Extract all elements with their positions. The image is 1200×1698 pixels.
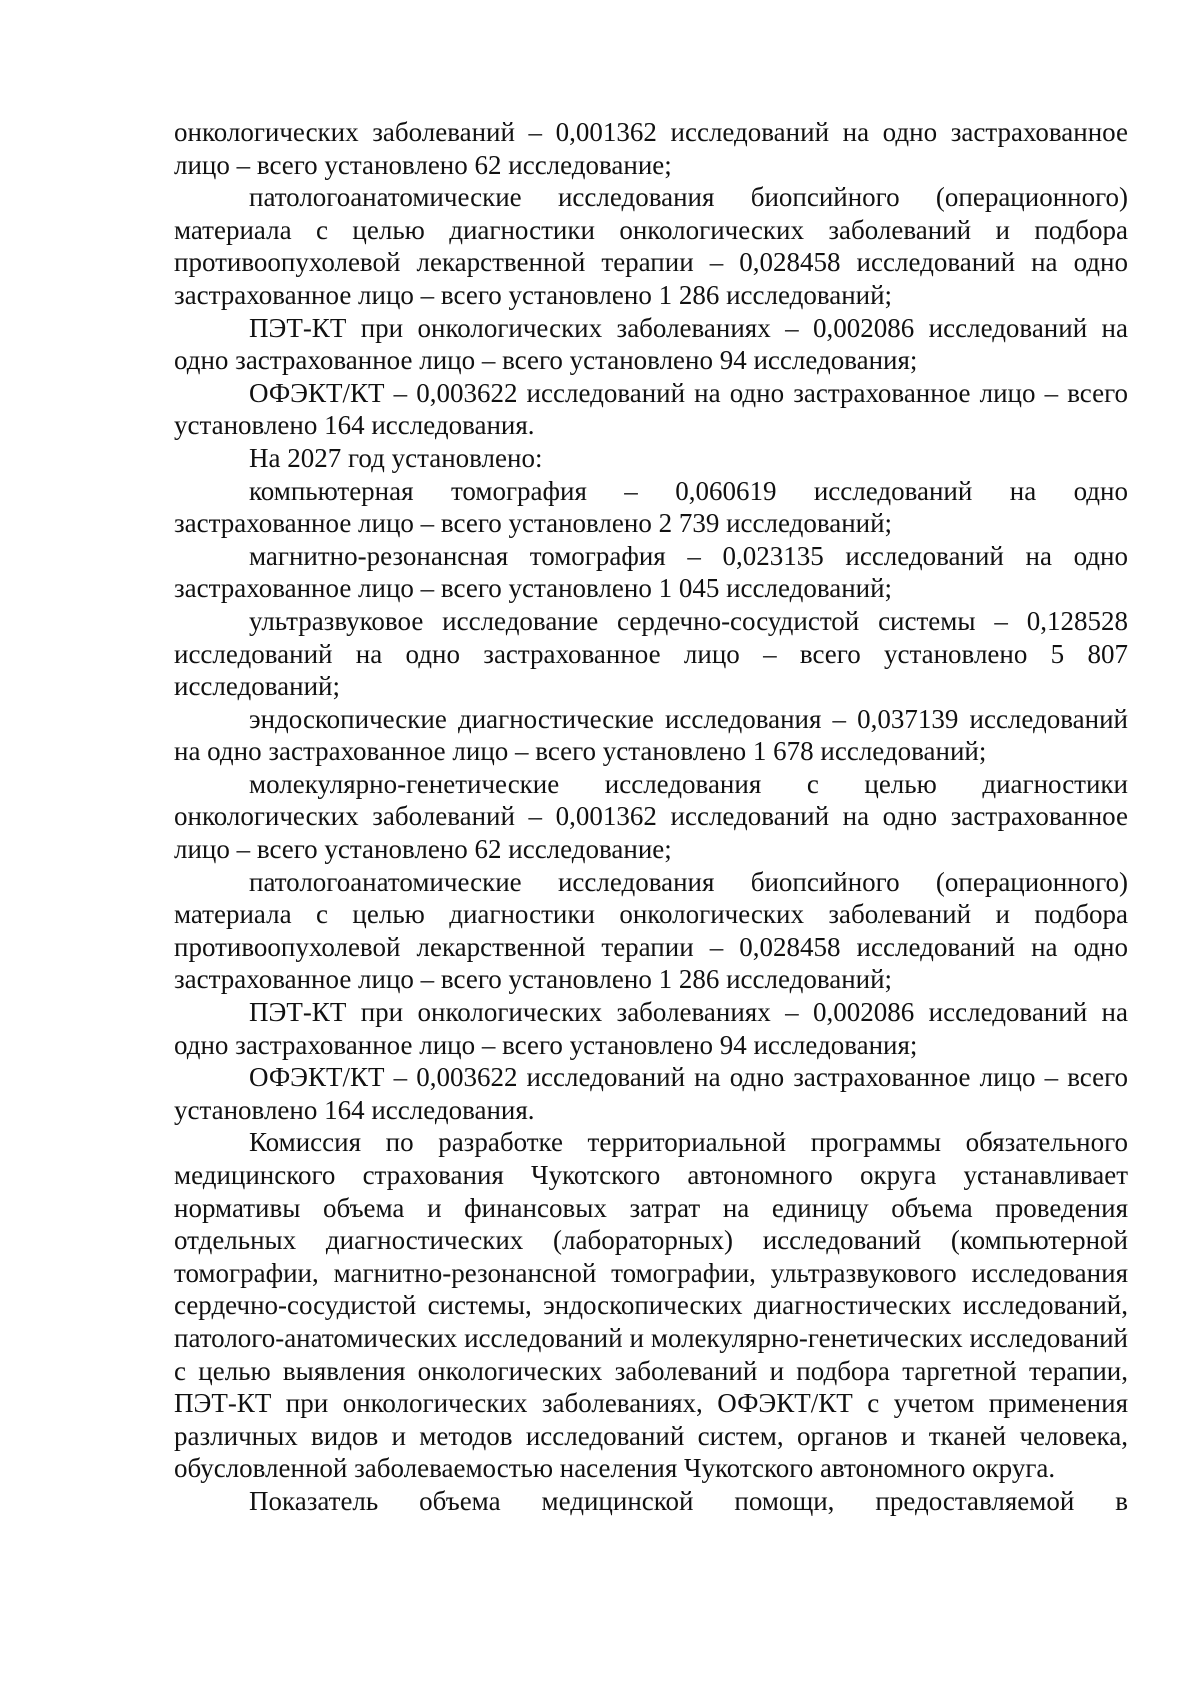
paragraph-endoscopy-2027: эндоскопические диагностические исследования – 0,037139 исследований на одно застрахованное лицо – всего установлено 1 678 исследований; — [174, 703, 1128, 767]
paragraph-pet-ct-2027: ПЭТ-КТ при онкологических заболеваниях – 0,002086 исследований на одно застрахованное лицо – всего установлено 94 исследования; — [174, 997, 1128, 1060]
paragraph-2027-heading: На 2027 год установлено: — [249, 442, 543, 473]
paragraph-ofekt-kt-2027: ОФЭКТ/КТ – 0,003622 исследований на одно застрахованное лицо – всего установлено 164 исследования. — [174, 1062, 1128, 1125]
paragraph-volume-indicator: Показатель объема медицинской помощи, предоставляемой в — [249, 1485, 1128, 1516]
paragraph-ct-2027: компьютерная томография – 0,060619 исследований на одно застрахованное лицо – всего установлено 2 739 исследований; — [174, 475, 1128, 539]
paragraph-oncology-genetics-continued: онкологических заболеваний – 0,001362 исследований на одно застрахованное лицо – всего установлено 62 исследование; — [174, 117, 1128, 180]
paragraph-pathology-2027: патологоанатомические исследования биопсийного (операционного) материала с целью диагностики онкологических заболеваний и подбора противоопухолевой лекарственной терапии – 0,028458 исследований на одно застрахованное лицо – всего установлено 1 286 исследований; — [174, 866, 1128, 995]
paragraph-commission: Комиссия по разработке территориальной программы обязательного медицинского страхования Чукотского автономного округа устанавливает нормативы объема и финансовых затрат на единицу объема проведения отдельных диагностических (лабораторных) исследований (компьютерной томографии, магнитно-резонансной томографии, ультразвукового исследования сердечно-сосудистой системы, эндоскопических диагностических исследований, патолого-анатомических исследований и молекулярно-генетических исследований с целью выявления онкологических заболеваний и подбора таргетной терапии, ПЭТ-КТ при онкологических заболеваниях, ОФЭКТ/КТ с учетом применения различных видов и методов исследований систем, органов и тканей человека, обусловленной заболеваемостью населения Чукотского автономного округа. — [174, 1127, 1128, 1484]
paragraph-pet-ct-2026: ПЭТ-КТ при онкологических заболеваниях – 0,002086 исследований на одно застрахованное лицо – всего установлено 94 исследования; — [174, 312, 1128, 376]
paragraph-mri-2027: магнитно-резонансная томография – 0,023135 исследований на одно застрахованное лицо – всего установлено 1 045 исследований; — [174, 540, 1128, 604]
paragraph-genetics-2027: молекулярно-генетические исследования с целью диагностики онкологических заболеваний – 0,001362 исследований на одно застрахованное лицо – всего установлено 62 исследование; — [174, 768, 1128, 865]
paragraph-pathology-2026: патологоанатомические исследования биопсийного (операционного) материала с целью диагностики онкологических заболеваний и подбора противоопухолевой лекарственной терапии – 0,028458 исследований на одно застрахованное лицо – всего установлено 1 286 исследований; — [174, 182, 1128, 310]
paragraph-ultrasound-2027: ультразвуковое исследование сердечно-сосудистой системы – 0,128528 исследований на одно застрахованное лицо – всего установлено 5 807 исследований; — [174, 605, 1128, 702]
document-page — [174, 116, 1128, 1518]
paragraph-ofekt-kt-2026: ОФЭКТ/КТ – 0,003622 исследований на одно застрахованное лицо – всего установлено 164 исследования. — [174, 377, 1128, 441]
